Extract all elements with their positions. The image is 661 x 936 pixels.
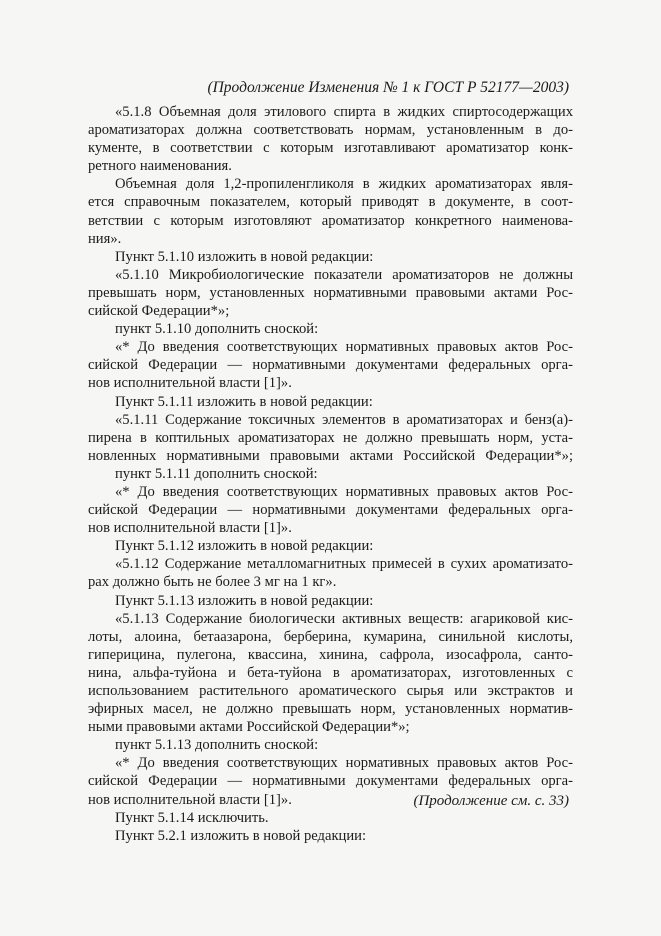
text-line: пункт 5.1.10 дополнить сноской: xyxy=(115,321,319,338)
text-line: Пункт 5.1.10 изложить в новой редакции: xyxy=(115,248,374,265)
running-header: (Продолжение Изменения № 1 к ГОСТ Р 52177—2003) xyxy=(207,79,569,96)
text-line: превышать норм, установленных нормативными правовыми актами Рос- xyxy=(88,284,573,301)
text-line: «5.1.11 Содержание токсичных элементов в ароматизаторах и бенз(а)- xyxy=(115,411,573,428)
text-line: рах должно быть не более 3 мг на 1 кг». xyxy=(88,574,337,591)
document-body xyxy=(88,103,573,845)
text-line: пункт 5.1.13 дополнить сноской: xyxy=(115,737,319,754)
text-line: нов исполнительной власти [1]». xyxy=(88,520,292,537)
text-line: «5.1.13 Содержание биологически активных веществ: агариковой кис- xyxy=(115,610,573,627)
text-line: ния». xyxy=(88,230,122,247)
text-line: Пункт 5.1.12 изложить в новой редакции: xyxy=(115,538,374,555)
text-line: «* До введения соответствующих нормативных правовых актов Рос- xyxy=(115,483,573,500)
text-line: «* До введения соответствующих нормативных правовых актов Рос- xyxy=(115,339,573,356)
text-line: Объемная доля 1,2-пропиленгликоля в жидких ароматизаторах явля- xyxy=(115,176,573,193)
text-line: ветствии с которым изготовляют ароматизатор конкретного наименова- xyxy=(88,212,573,229)
text-line: Пункт 5.1.11 изложить в новой редакции: xyxy=(115,393,373,410)
text-line: ными правовыми актами Российской Федерации*»; xyxy=(88,719,410,736)
text-line: Пункт 5.1.14 исключить. xyxy=(115,809,269,826)
text-line: ароматизаторах должна соответствовать нормам, установленным в до- xyxy=(88,122,573,139)
text-line: нов исполнительной власти [1]». xyxy=(88,375,292,392)
text-line: Пункт 5.1.13 изложить в новой редакции: xyxy=(115,592,374,609)
text-line: гиперицина, пулегона, квассина, хинина, сафрола, изосафрола, санто- xyxy=(88,646,573,663)
text-line: кументе, в соответствии с которым изготавливают ароматизатор конк- xyxy=(88,140,573,157)
text-line: нов исполнительной власти [1]». xyxy=(88,791,292,808)
text-line: сийской Федерации — нормативными документами федеральных орга- xyxy=(88,357,573,374)
text-line: сийской Федерации — нормативными документами федеральных орга- xyxy=(88,773,573,790)
text-line: лоты, алоина, бетаазарона, берберина, кумарина, синильной кислоты, xyxy=(88,628,573,645)
text-line: «5.1.8 Объемная доля этилового спирта в жидких спиртосодержащих xyxy=(115,104,573,120)
text-line: «* До введения соответствующих нормативных правовых актов Рос- xyxy=(115,755,573,772)
text-line: сийской Федерации — нормативными документами федеральных орга- xyxy=(88,502,573,519)
text-line: «5.1.12 Содержание металломагнитных примесей в сухих ароматизато- xyxy=(115,556,573,573)
text-line: ется справочным показателем, который приводят в документе, в соот- xyxy=(88,194,573,211)
text-line: Пункт 5.2.1 изложить в новой редакции: xyxy=(115,827,367,844)
text-line: эфирных масел, не должно превышать норм, установленных норматив- xyxy=(88,701,573,718)
text-line: новленных нормативными правовыми актами Российской Федерации*»; xyxy=(88,447,573,464)
text-line: нина, альфа-туйона и бета-туйона в ароматизаторах, изготовленных с xyxy=(88,664,573,681)
continuation-note: (Продолжение см. с. 33) xyxy=(413,793,569,809)
text-line: пункт 5.1.11 дополнить сноской: xyxy=(115,465,318,482)
text-line: ретного наименования. xyxy=(88,158,232,175)
text-line: использованием растительного ароматического сырья или экстрактов и xyxy=(88,683,573,699)
text-line: пирена в коптильных ароматизаторах не должно превышать норм, уста- xyxy=(88,429,573,446)
text-line: сийской Федерации*»; xyxy=(88,303,230,320)
text-line: «5.1.10 Микробиологические показатели ароматизаторов не должны xyxy=(115,266,573,283)
